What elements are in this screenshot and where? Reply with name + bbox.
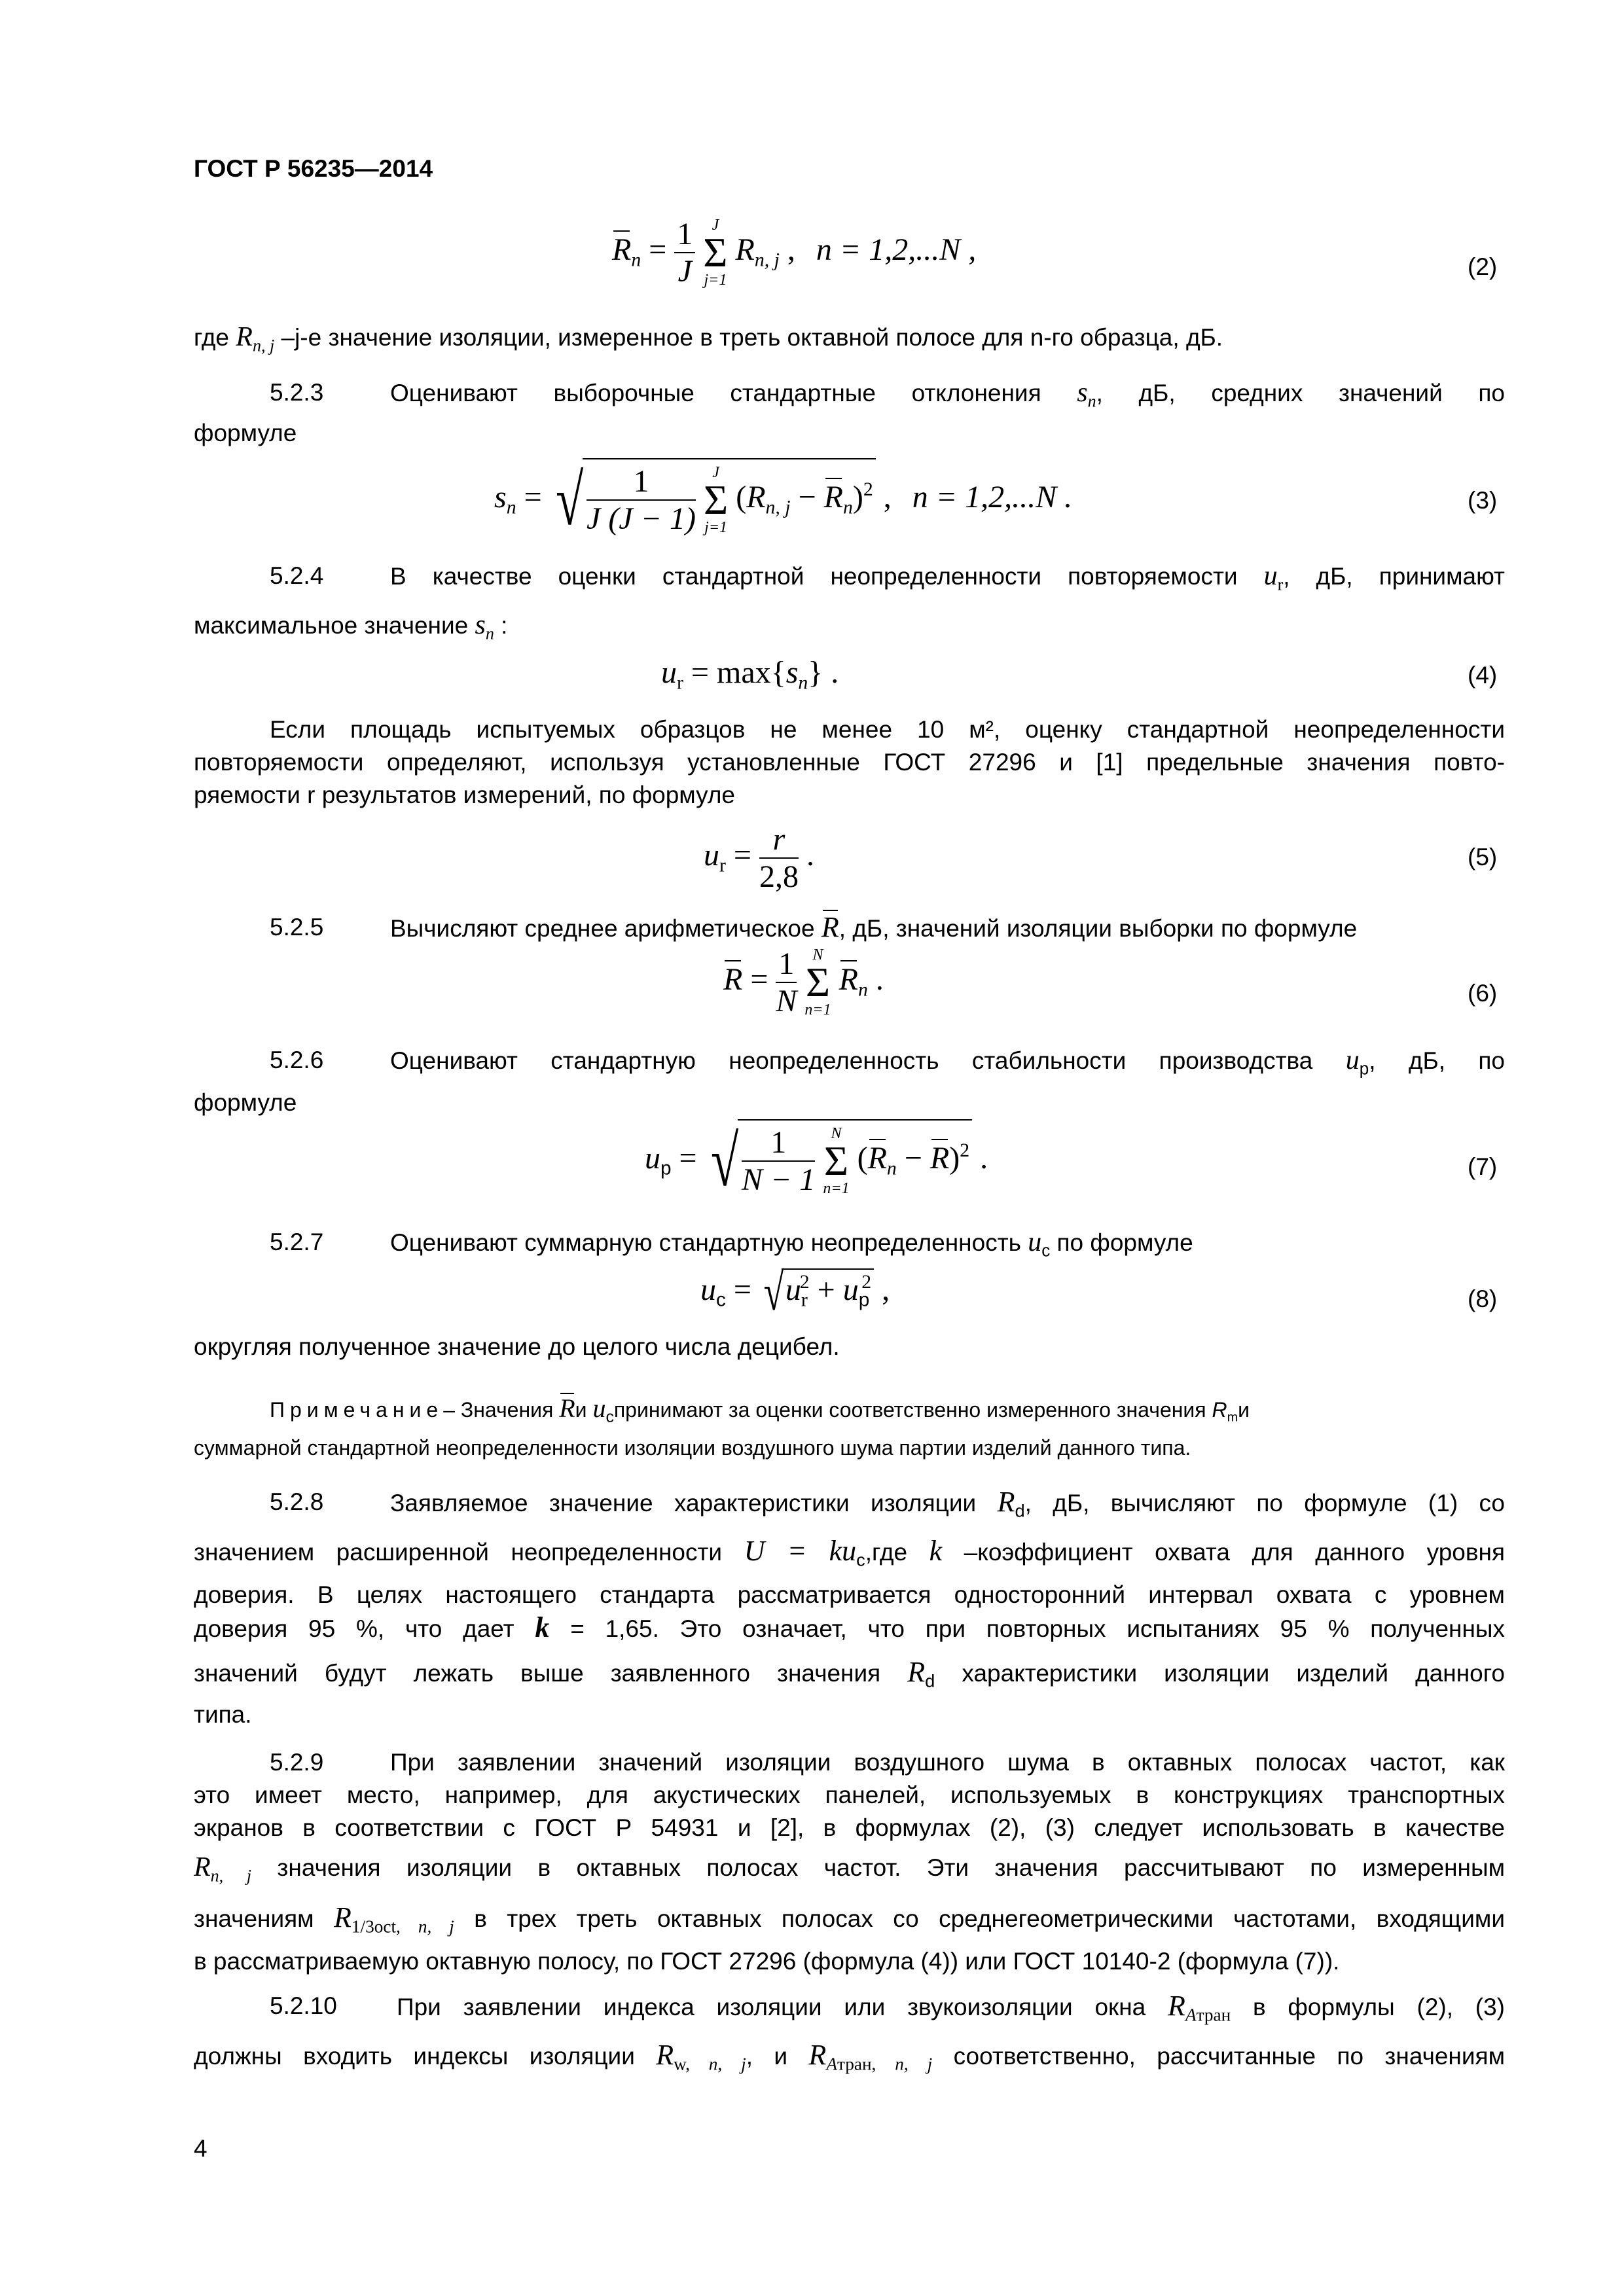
where-line: где $R_{n, j}$ –j-е значение изоляции, измеренное в треть октавной полосе для n-го образца, дБ.: [194, 322, 1223, 355]
clause-5-2-9-line2: это имеет место, например, для акустических панелей, используемых в конструкциях транспортных: [194, 1782, 1505, 1808]
clause-5-2-10-line2: должны входить индексы изоляции $R_{w, n, j}$, и $R_{Aтран, n, j}$ соответственно, рассчитанные по значениям: [194, 2039, 1506, 2074]
note-line2: суммарной стандартной неопределенности изоляции воздушного шума партии изделий данного типа.: [194, 1436, 1191, 1460]
eq2-number: (2): [1468, 253, 1498, 280]
rounding-line: округляя полученное значение до целого числа децибел.: [194, 1333, 840, 1360]
clause-5-2-8-line4: доверия 95 %, что дает k = 1,65. Это означает, что при повторных испытаниях 95 % полученных: [194, 1611, 1505, 1643]
clause-5-2-5-number: 5.2.5: [270, 914, 324, 941]
clause-5-2-4-line2: максимальное значение $s_n$ :: [194, 610, 508, 643]
paragraph-if-line2: повторяемости определяют, используя установленные ГОСТ 27296 и [1] предельные значения повто-: [194, 749, 1505, 776]
clause-5-2-7-number: 5.2.7: [270, 1229, 324, 1255]
clause-5-2-8-line3: доверия. В целях настоящего стандарта рассматривается односторонний интервал охвата с уровнем: [194, 1581, 1505, 1608]
equation-6: R = $\frac{1}{N}$ N Σ n=1 $R_n$ .: [723, 946, 884, 1018]
document-header: ГОСТ Р 56235—2014: [194, 155, 433, 182]
clause-5-2-3-number: 5.2.3: [270, 379, 324, 406]
clause-5-2-6-line1: Оценивают стандартную неопределенность стабильности производства $u_p$, дБ, по: [390, 1045, 1506, 1079]
clause-5-2-8-number: 5.2.8: [270, 1488, 324, 1515]
equation-5: $u_r$ = $\frac{r}{2,8}$ .: [704, 822, 814, 894]
paragraph-if-line1: Если площадь испытуемых образцов не менее 10 м², оценку стандартной неопределенности: [270, 716, 1505, 743]
paragraph-if-line3: ряемости r результатов измерений, по формуле: [194, 781, 736, 808]
equation-3: $s_n$ = √ $\frac{1}{J (J - 1)}$ J Σ j=1 $(R_{n, j} - R_n)^2$ , n = 1,2,...N .: [494, 458, 1072, 537]
note-line1: Примечание– Значения Rи $u_cпринимают$ за оценки соответственно измеренного значения $R_mи$: [270, 1393, 1250, 1426]
eq3-number: (3): [1468, 487, 1498, 514]
clause-5-2-8-line1: Заявляемое значение характеристики изоляции $R_d$, дБ, вычисляют по формуле (1) со: [390, 1486, 1505, 1521]
clause-5-2-9-line5: значениям $R_{1/3oct, n, j}$ в трех треть октавных полосах со среднегеометрическими частотами, входящими: [194, 1901, 1506, 1937]
clause-5-2-8-line6: типа.: [194, 1701, 252, 1728]
clause-5-2-9-number: 5.2.9: [270, 1749, 324, 1776]
clause-5-2-5-line1: Вычисляют среднее арифметическое R, дБ, значений изоляции выборки по формуле: [390, 911, 1358, 943]
eq5-number: (5): [1468, 844, 1498, 870]
equation-4: $u_r = \max\{s_n\}$ .: [661, 655, 839, 694]
clause-5-2-3-line1: Оценивают выборочные стандартные отклонения $s_n$, дБ, средних значений по: [390, 378, 1506, 411]
eq8-number: (8): [1468, 1285, 1498, 1312]
clause-5-2-8-line2: значением расширенной неопределенности $U = ku_c,где$ k –коэффициент охвата для данного уровня: [194, 1535, 1505, 1570]
clause-5-2-3-line2: формуле: [194, 420, 297, 446]
clause-5-2-10-number: 5.2.10: [270, 1992, 337, 2019]
clause-5-2-6-number: 5.2.6: [270, 1047, 324, 1073]
clause-5-2-8-line5: значений будут лежать выше заявленного значения $R_d$ характеристики изоляции изделий данного: [194, 1656, 1505, 1691]
equation-2: $R_n$ = $\frac{1}{J}$ J Σ j=1 $R_{n, j}$ , n = 1,2,...N ,: [612, 217, 977, 289]
page-number: 4: [194, 2135, 208, 2162]
eq4-number: (4): [1468, 662, 1498, 689]
eq3-range: n = 1,2,...N .: [912, 480, 1073, 515]
clause-5-2-10-line1: При заявлении индекса изоляции или звукоизоляции окна $R_{Aтран}$ в формулы (2), (3): [397, 1990, 1505, 2025]
equation-7: $u_p$ = √ $\frac{1}{N - 1}$ N Σ n=1 $(R_n - R)^2$ .: [645, 1119, 988, 1198]
clause-5-2-4-number: 5.2.4: [270, 562, 324, 589]
clause-5-2-9-line1: При заявлении значений изоляции воздушного шума в октавных полосах частот, как: [390, 1749, 1505, 1776]
clause-5-2-4-line1: В качестве оценки стандартной неопределенности повторяемости $u_r$, дБ, принимают: [390, 561, 1505, 594]
equation-8: $u_c = √u_r^2 + u_p^2$ ,: [700, 1264, 890, 1321]
clause-5-2-6-line2: формуле: [194, 1089, 297, 1116]
eq2-range: n = 1,2,...N ,: [816, 232, 977, 268]
eq7-number: (7): [1468, 1153, 1498, 1180]
clause-5-2-9-line4: $R_{n, j}$ значения изоляции в октавных полосах частот. Эти значения рассчитывают по измеренным: [194, 1852, 1506, 1886]
clause-5-2-9-line3: экранов в соответствии с ГОСТ Р 54931 и [2], в формулах (2), (3) следует использовать в качестве: [194, 1814, 1505, 1841]
eq6-number: (6): [1468, 980, 1498, 1007]
clause-5-2-7-line1: Оценивают суммарную стандартную неопределенность $u_c$ по формуле: [390, 1227, 1193, 1261]
clause-5-2-9-line6: в рассматриваемую октавную полосу, по ГОСТ 27296 (формула (4)) или ГОСТ 10140-2 (формула (7)).: [194, 1948, 1340, 1975]
